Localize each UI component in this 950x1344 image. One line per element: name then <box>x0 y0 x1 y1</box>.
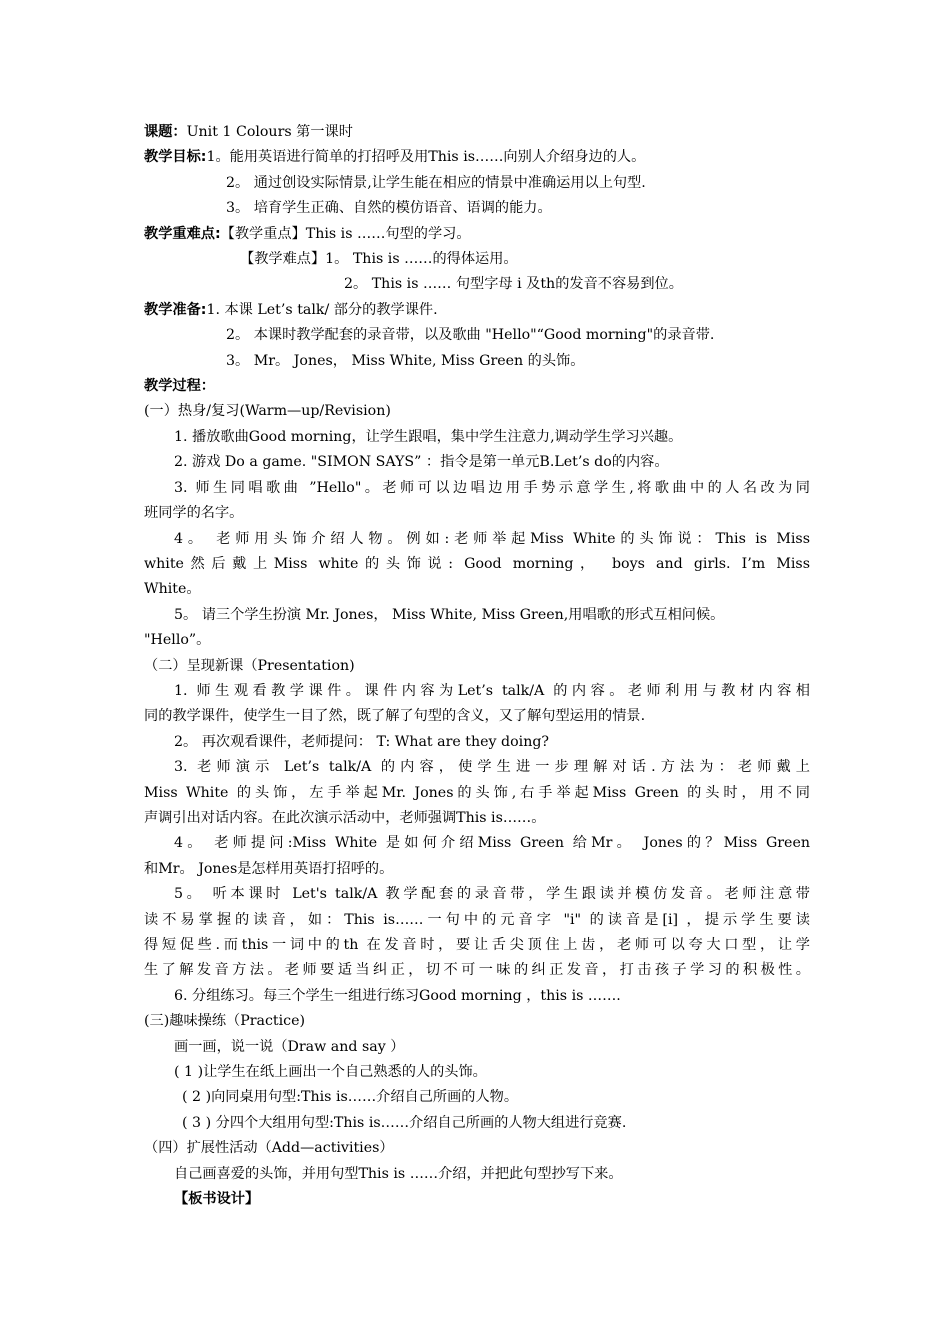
objective-2: 2。 通过创设实际情景,让学生能在相应的情景中准确运用以上句型. <box>226 174 646 191</box>
objectives-label: 教学目标: <box>144 149 207 166</box>
process-label: 教学过程： <box>144 378 215 395</box>
section-2-heading: （二）呈现新课（Presentation) <box>144 657 355 674</box>
objectives <box>144 145 810 170</box>
preparation-2: 2。 本课时教学配套的录音带，以及歌曲 "Hello"“Good morning"的录音带. <box>226 327 715 344</box>
s2-line-3a: 3. 老师演示 Let’s talk/A 的内容，使学生进一步理解对话.方法为：老师戴上 <box>174 759 810 776</box>
s3-line-3: ( 3 ) 分四个大组用句型:This is……介绍自己所画的人物大组进行竞赛. <box>182 1114 627 1131</box>
preparation-1: 1. 本课 Let’s talk/ 部分的教学课件. <box>206 301 438 318</box>
title-text: Unit 1 Colours 第一课时 <box>186 124 353 140</box>
s1-line-3b: 班同学的名字。 <box>144 505 244 522</box>
s3-line-2: ( 2 )向同桌用句型:This is……介绍自己所画的人物。 <box>182 1089 519 1106</box>
s4-line-1: 自己画喜爱的头饰，并用句型This is ……介绍，并把此句型抄写下来。 <box>174 1165 623 1182</box>
lesson-title <box>144 120 810 145</box>
teaching-focus: 【教学重点】This is ……句型的学习。 <box>220 225 471 242</box>
s2-line-5b: 读不易掌握的读音，如：This is……一句中的元音字 "i" 的读音是[i] ，提示学生要读 <box>144 911 810 928</box>
s2-line-4b: 和Mr。 Jones是怎样用英语打招呼的。 <box>144 860 394 877</box>
teaching-difficulty: 【教学难点】1。 This is ……的得体运用。 <box>240 251 518 268</box>
s1-line-4b: white然后戴上Miss white的头饰说: Good morning， boys and girls. I’m Miss <box>144 555 810 572</box>
preparation-3: 3。 Mr。 Jones， Miss White, Miss Green 的头饰。 <box>226 352 585 369</box>
title-label: 课题： <box>144 124 187 140</box>
s1-line-2: 2. 游戏 Do a game. "SIMON SAYS” ：指令是第一单元B.Let’s do的内容。 <box>174 454 669 471</box>
objective-1: 1。能用英语进行简单的打招呼及用This is……向别人介绍身边的人。 <box>206 149 646 166</box>
s3-line-1: ( 1 )让学生在纸上画出一个自己熟悉的人的头饰。 <box>174 1064 487 1081</box>
objective-3: 3。 培育学生正确、自然的模仿语音、语调的能力。 <box>226 200 552 217</box>
section-3-heading: (三)趣味操练（Practice) <box>144 1013 306 1030</box>
s2-line-4a: 4。 老师提问:Miss White 是如何介绍Miss Green 给Mr。 Jones的？Miss Green <box>174 835 810 852</box>
section-4-heading: （四）扩展性活动（Add—activities） <box>144 1140 394 1157</box>
s1-line-1: 1. 播放歌曲Good morning，让学生跟唱，集中学生注意力,调动学生学习兴趣。 <box>174 428 683 445</box>
preparation <box>144 298 810 323</box>
s2-line-5d: 生了解发音方法。老师要适当纠正，切不可一味的纠正发音，打击孩子学习的积极性。 <box>144 962 810 979</box>
s2-line-5a: 5。 听本课时 Let's talk/A 教学配套的录音带，学生跟读并模仿发音。老师注意带 <box>174 886 810 903</box>
s1-line-4a: 4。 老师用头饰介绍人物。例如:老师举起Miss White的头饰说：This is Miss <box>174 530 810 547</box>
s2-line-2: 2。 再次观看课件，老师提问： T: What are they doing? <box>174 733 550 750</box>
s2-line-3c: 声调引出对话内容。在此次演示活动中，老师强调This is……。 <box>144 809 546 826</box>
s2-line-5c: 得短促些.而this一词中的th 在发音时，要让舌尖顶住上齿，老师可以夸大口型，让学 <box>144 937 810 953</box>
s2-line-1a: 1. 师生观看教学课件。课件内容为Let’s talk/A 的内容。老师利用与教材内容相 <box>174 682 810 699</box>
preparation-label: 教学准备: <box>144 301 207 318</box>
s1-line-3a: 3. 师生同唱歌曲 ”Hello"。老师可以边唱边用手势示意学生,将歌曲中的人名改为同 <box>174 479 810 496</box>
lesson-plan <box>144 120 810 1212</box>
s1-line-4c: White。 <box>144 581 201 598</box>
board-design-heading: 【板书设计】 <box>174 1191 260 1208</box>
s3-line-0: 画一画，说一说（Draw and say ） <box>174 1038 405 1055</box>
s2-line-6: 6. 分组练习。每三个学生一组进行练习Good morning ，this is ……. <box>174 987 621 1004</box>
key-points-label: 教学重难点: <box>144 225 221 242</box>
s1-line-5b: "Hello”。 <box>144 632 211 649</box>
teaching-difficulty-2: 2。 This is …… 句型字母 i 及th的发音不容易到位。 <box>344 276 683 293</box>
s2-line-1b: 同的教学课件，使学生一目了然，既了解了句型的含义，又了解句型运用的情景. <box>144 708 646 725</box>
s1-line-5a: 5。 请三个学生扮演 Mr. Jones， Miss White, Miss Green,用唱歌的形式互相问候。 <box>174 606 725 623</box>
key-points <box>144 222 810 247</box>
s2-line-3b: Miss White 的头饰，左手举起Mr. Jones的头饰,右手举起Miss Green 的头时，用不同 <box>144 784 810 801</box>
section-1-heading: (一）热身/复习(Warm—up/Revision) <box>144 403 391 420</box>
